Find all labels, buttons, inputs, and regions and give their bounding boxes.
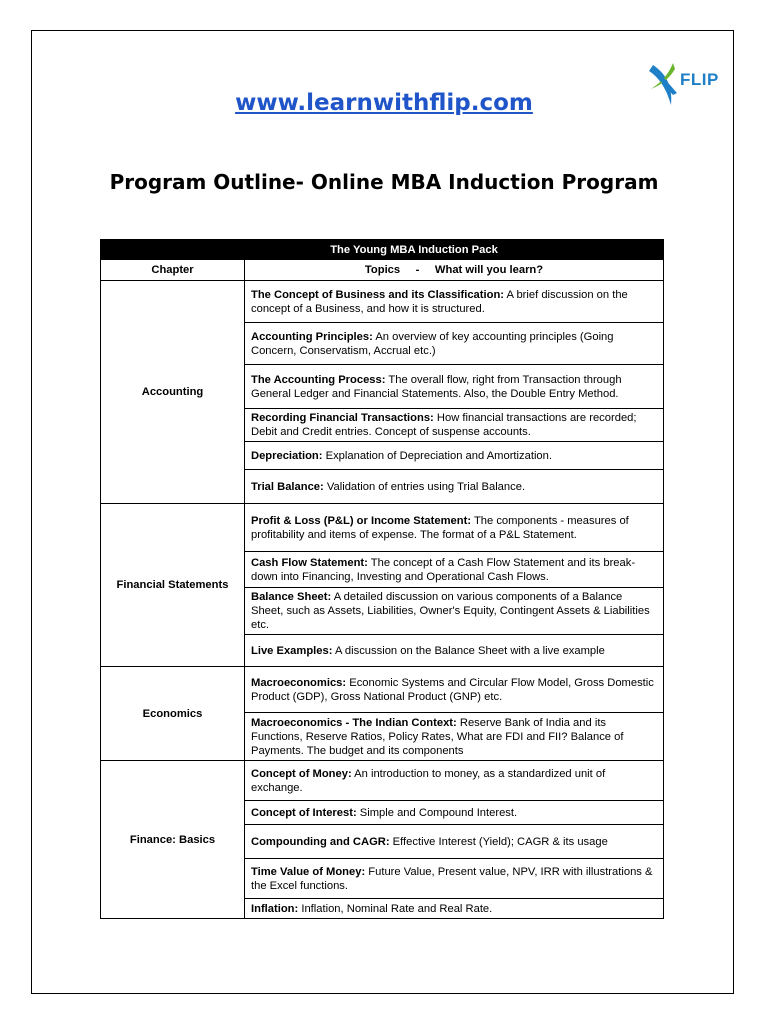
topic-title: Live Examples:: [251, 644, 333, 657]
topic-cell: [245, 470, 664, 504]
topic-title: Compounding and CAGR:: [251, 835, 390, 848]
chapter-cell: Financial Statements: [101, 504, 245, 667]
topic-cell: [245, 825, 664, 859]
topic-cell: [245, 899, 664, 919]
chapter-cell: Accounting: [101, 281, 245, 504]
topic-title: Accounting Principles:: [251, 330, 373, 343]
topic-cell: [245, 635, 664, 667]
topic-cell: [245, 504, 664, 552]
topic-title: Profit & Loss (P&L) or Income Statement:: [251, 514, 472, 527]
topic-cell: [245, 801, 664, 825]
topic-description: Economic Systems and Circular Flow Model, Gross Domestic Product (GDP), Gross National Product (GNP) etc.: [251, 676, 654, 703]
table-row: [101, 761, 664, 801]
topic-description: An overview of key accounting principles (Going Concern, Conservatism, Accrual etc.): [251, 330, 614, 357]
topic-cell: [245, 588, 664, 635]
topic-description: A discussion on the Balance Sheet with a live example: [332, 644, 605, 657]
topic-cell: [245, 281, 664, 323]
topic-title: Depreciation:: [251, 449, 323, 462]
pack-title-row: [101, 240, 664, 260]
topic-cell: [245, 409, 664, 442]
topic-description: A brief discussion on the concept of a Business, and how it is structured.: [251, 288, 628, 315]
topic-cell: [245, 442, 664, 470]
pack-title: The Young MBA Induction Pack: [101, 240, 664, 260]
topic-description: Inflation, Nominal Rate and Real Rate.: [298, 902, 493, 915]
topic-title: Macroeconomics - The Indian Context:: [251, 716, 457, 729]
topic-description: Effective Interest (Yield); CAGR & its usage: [389, 835, 608, 848]
table-row: [101, 281, 664, 323]
topic-description: Reserve Bank of India and its Functions, Reserve Ratios, Policy Rates, What are FDI and FII? Balance of Payments. The budget and its components: [251, 716, 624, 757]
topic-cell: [245, 667, 664, 713]
document-title: Program Outline- Online MBA Induction Program: [109, 170, 659, 194]
topic-description: How financial transactions are recorded; Debit and Credit entries. Concept of suspense accounts.: [251, 412, 637, 438]
topic-title: Concept of Money:: [251, 767, 352, 780]
topic-title: Inflation:: [251, 902, 299, 915]
topic-cell: [245, 859, 664, 899]
topic-title: Trial Balance:: [251, 480, 324, 493]
topic-description: Future Value, Present value, NPV, IRR with illustrations & the Excel functions.: [251, 865, 653, 892]
topic-cell: [245, 365, 664, 409]
topic-title: Time Value of Money:: [251, 865, 366, 878]
topic-title: The Accounting Process:: [251, 373, 386, 386]
table-row: [101, 667, 664, 713]
header-chapter: Chapter: [101, 260, 245, 281]
topic-description: A detailed discussion on various components of a Balance Sheet, such as Assets, Liabilities, Owner's Equity, Contingent Assets & Liabilities etc.: [251, 591, 650, 631]
header-row: [101, 260, 664, 281]
topic-cell: [245, 713, 664, 761]
topic-title: Balance Sheet:: [251, 591, 332, 603]
topic-description: The overall flow, right from Transaction through General Ledger and Financial Statements. Also, the Double Entry Method.: [251, 373, 622, 400]
topic-description: The components - measures of profitability and items of expense. The format of a P&L Statement.: [251, 514, 629, 541]
topic-description: Validation of entries using Trial Balance.: [323, 480, 526, 493]
topic-title: Macroeconomics:: [251, 676, 347, 689]
topic-title: Cash Flow Statement:: [251, 556, 368, 569]
chapter-cell: Economics: [101, 667, 245, 761]
site-link[interactable]: www.learnwithflip.com: [235, 90, 533, 116]
topic-title: Concept of Interest:: [251, 806, 357, 819]
topic-title: The Concept of Business and its Classification:: [251, 288, 505, 301]
topic-description: An introduction to money, as a standardized unit of exchange.: [251, 767, 606, 794]
chapter-cell: Finance: Basics: [101, 761, 245, 919]
topic-title: Recording Financial Transactions:: [251, 412, 434, 424]
topic-cell: [245, 552, 664, 588]
table-row: [101, 504, 664, 552]
topic-description: Simple and Compound Interest.: [356, 806, 518, 819]
program-outline-table: [100, 239, 664, 919]
topic-cell: [245, 323, 664, 365]
header-topics: Topics - What will you learn?: [245, 260, 664, 281]
logo-text: FLIP: [680, 70, 719, 89]
topic-description: Explanation of Depreciation and Amortization.: [322, 449, 552, 462]
topic-cell: [245, 761, 664, 801]
topic-description: The concept of a Cash Flow Statement and its break-down into Financing, Investing and Operational Cash Flows.: [251, 556, 636, 583]
